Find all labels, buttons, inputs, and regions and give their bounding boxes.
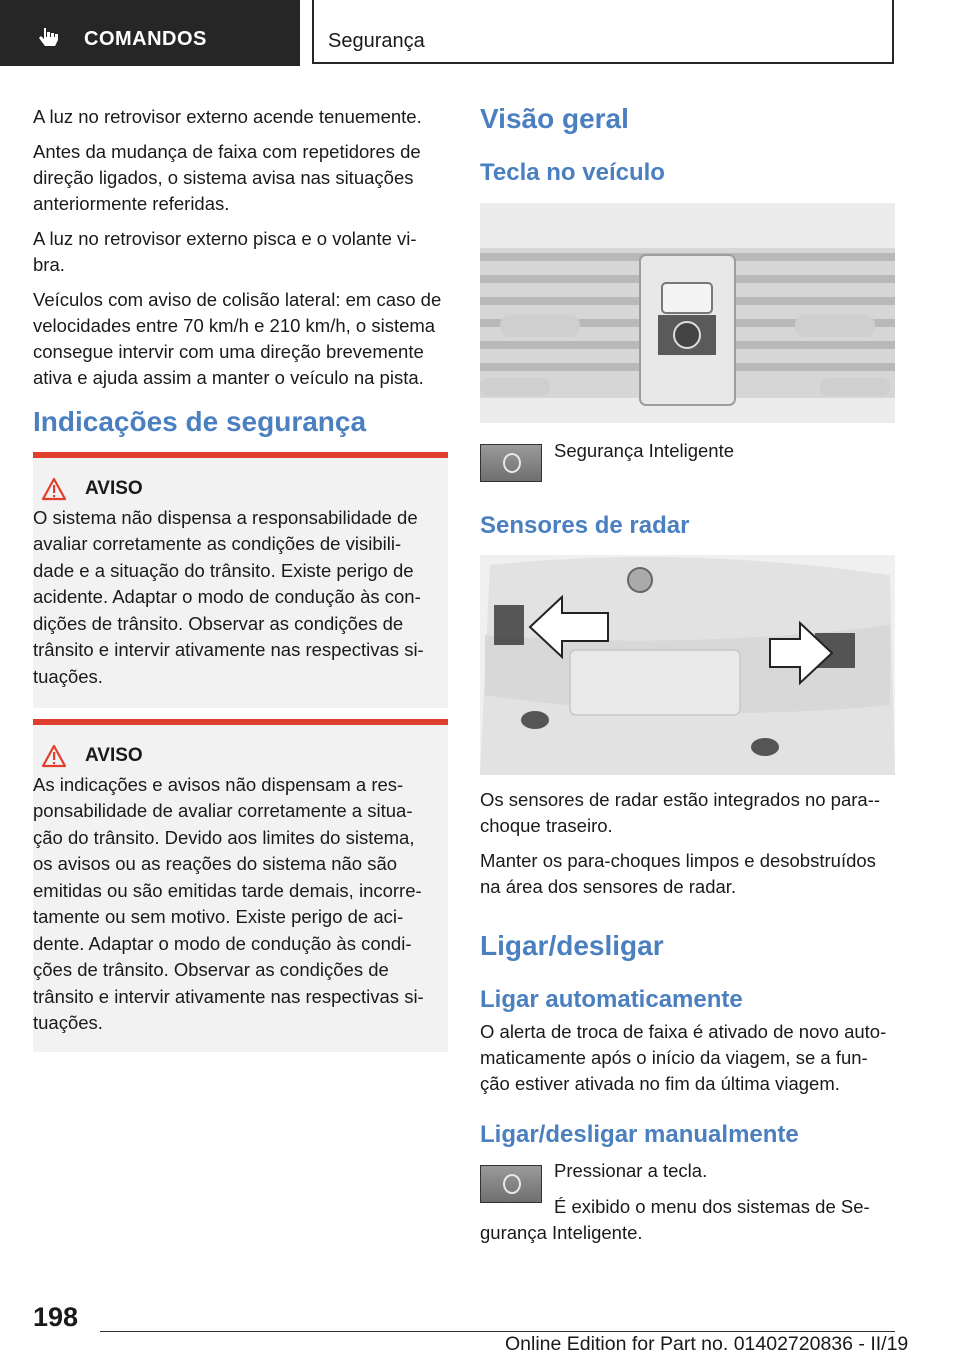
subsection-heading: Tecla no veículo [480,159,665,186]
chapter-tab [312,0,894,64]
edition-text: Online Edition for Part no. 01402720836 - II/19 [505,1333,909,1355]
section-heading: Ligar/desligar [480,930,664,961]
key-label: Segurança Inteligente [554,440,734,461]
section-heading: Indicações de segurança [33,406,367,437]
warning-title: AVISO [85,478,143,499]
subsection-heading: Ligar/desligar manualmente [480,1121,799,1148]
paragraph: Veículos com aviso de colisão lateral: em caso de velocidades entre 70 km/h e 210 km/h, o sistema consegue intervir com uma direção brevemente ativa e ajuda assim a manter o veículo na pista. [33,289,442,388]
warning-text: As indicações e avisos não dispensam a res-ponsabilidade de avaliar corretamente a situa-ção do trânsito. Devido aos limites do sistema, os avisos ou as reações do sistema não são emitidas ou são emitidas tarde demais, incorre-tamente ou sem motivo. Existe perigo de aci-dente. Adaptar o modo de condução às condi-ções de trânsito. Observar as condições de trânsito e intervir ativamente nas respectivas si-tuações. [33,773,424,1033]
paragraph: Manter os para-choques limpos e desobstruídos na área dos sensores de radar. [480,850,876,897]
paragraph: Os sensores de radar estão integrados no para--choque traseiro. [480,789,881,836]
instruction-text: Pressionar a tecla. [554,1160,708,1181]
instruction-text: É exibido o menu dos sistemas de Se-gurança Inteligente. [480,1196,870,1243]
paragraph: Antes da mudança de faixa com repetidores de direção ligados, o sistema avisa nas situações anteriormente referidas. [33,141,421,214]
section-tab [0,0,300,66]
page-number: 198 [33,1302,79,1332]
paragraph: O alerta de troca de faixa é ativado de novo auto-maticamente após o início da viagem, se a fun-ção estiver ativada no fim da última viagem. [480,1021,887,1094]
footer-divider [100,1331,895,1332]
safety-icon [503,1174,521,1194]
section-title: COMANDOS [84,28,207,50]
warning-text: O sistema não dispensa a responsabilidade de avaliar corretamente as condições de visibili-dade e a situação do trânsito. Existe perigo de acidente. Adaptar o modo de condução às con-dições de trânsito. Observar as condições de trânsito e intervir ativamente nas respectivas si-tuações. [33,506,424,687]
warning-box [33,452,448,708]
vehicle-key-photo [480,203,895,423]
warning-triangle-icon [41,744,67,768]
subsection-heading: Sensores de radar [480,512,690,539]
intelligent-safety-button-icon [480,444,542,482]
section-heading: Visão geral [480,103,629,134]
warning-box [33,719,448,1052]
warning-triangle-icon [41,477,67,501]
right-column-text [480,1019,895,1106]
right-column-text [480,787,895,909]
paragraph: A luz no retrovisor externo pisca e o volante vi-bra. [33,228,417,275]
hand-pointer-icon [38,26,60,50]
warning-title: AVISO [85,745,143,766]
left-column [33,104,448,435]
chapter-title: Segurança [328,30,425,52]
paragraph: A luz no retrovisor externo acende tenuemente. [33,106,422,127]
subsection-heading: Ligar automaticamente [480,986,743,1013]
rear-bumper-radar-photo [480,555,895,775]
safety-icon [503,453,521,473]
